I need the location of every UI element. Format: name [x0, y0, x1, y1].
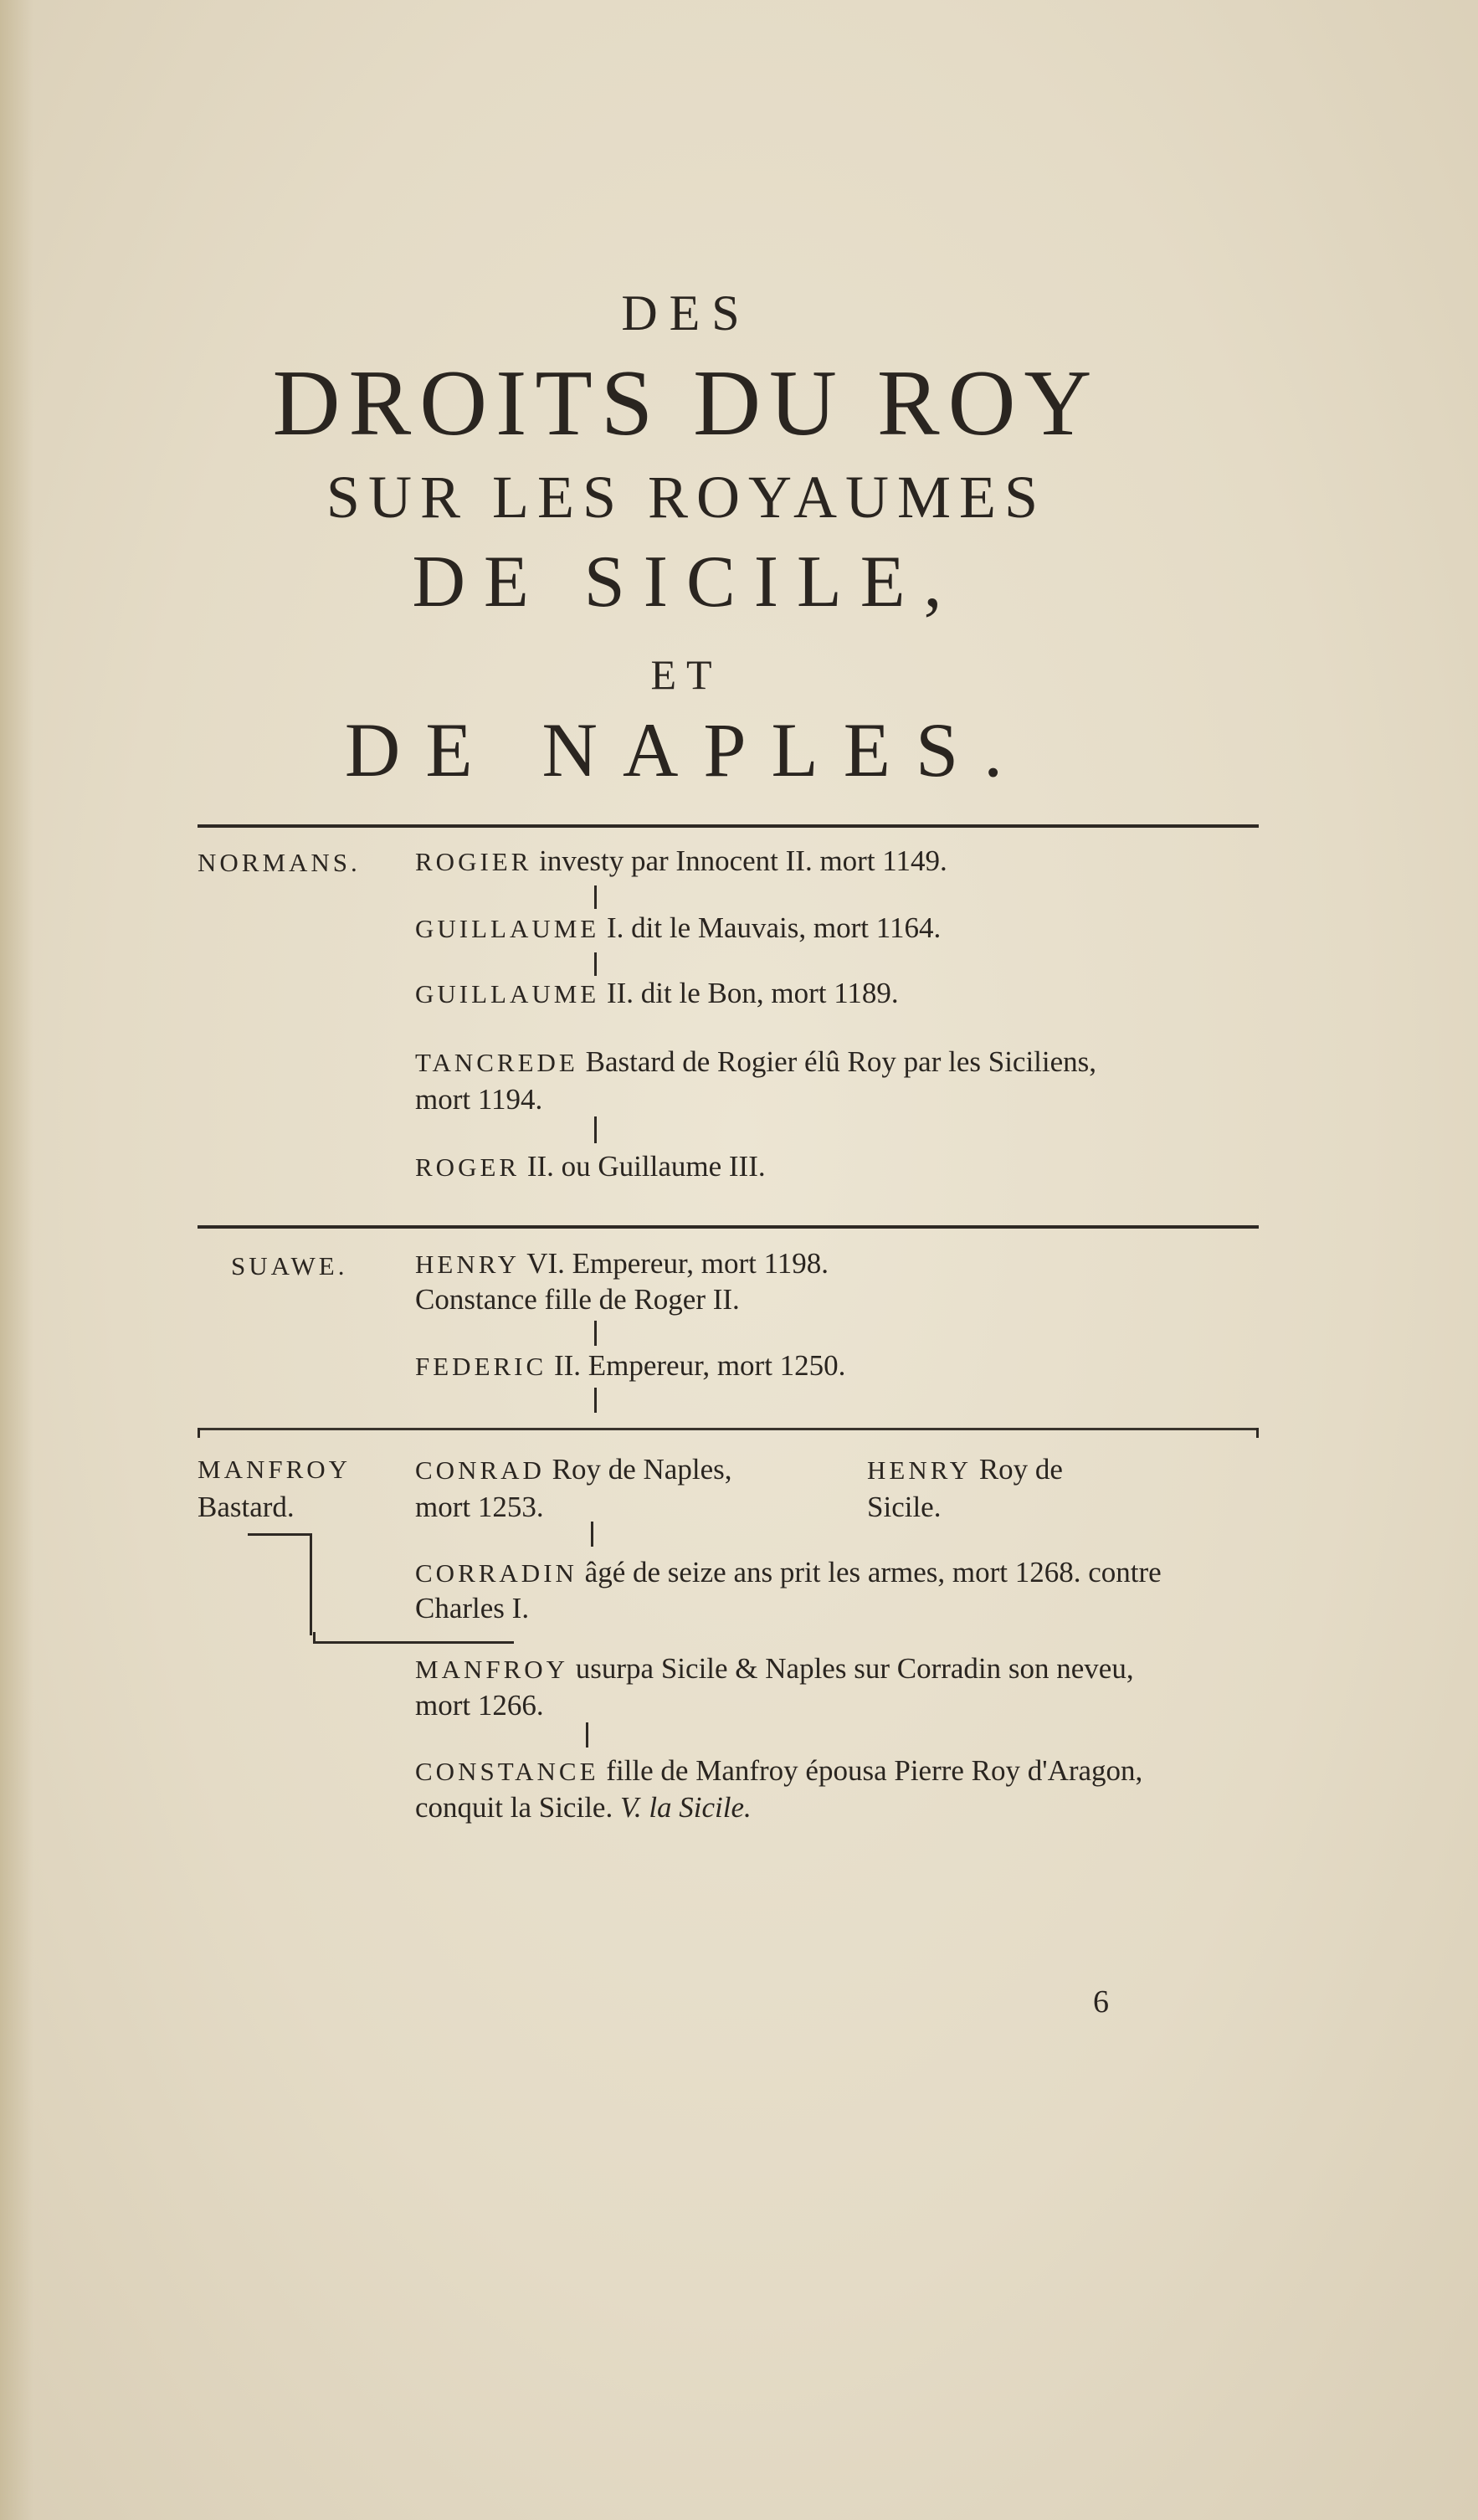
entry-text: II. ou Guillaume III.: [526, 1150, 766, 1183]
lineage-connector: [594, 1116, 597, 1143]
entry-name: HENRY: [415, 1250, 521, 1279]
title-line-2: DROITS DU ROY: [272, 352, 1101, 455]
bracket-connector: [248, 1533, 311, 1536]
section-label-suawe: SUAWE.: [231, 1251, 348, 1281]
entry-roger: [415, 1145, 766, 1189]
section-rule: [198, 824, 1259, 828]
branch-tick: [198, 1428, 200, 1438]
entry-name: HENRY: [867, 1455, 973, 1485]
lineage-connector: [594, 1388, 597, 1413]
entry-text: fille de Manfroy épousa Pierre Roy d'Aragon,: [606, 1754, 1143, 1787]
title-line-5: ET: [650, 651, 722, 698]
cross-reference: V. la Sicile.: [619, 1791, 752, 1824]
entry-name: TANCREDE: [415, 1048, 578, 1077]
entry-text: VI. Empereur, mort 1198.: [526, 1247, 829, 1280]
title-line-4: DE SICILE,: [412, 541, 961, 623]
lineage-connector: [586, 1722, 588, 1748]
entry-name: CONSTANCE: [415, 1757, 599, 1786]
entry-name: FEDERIC: [415, 1352, 547, 1381]
entry-constance-cont: [415, 1786, 752, 1830]
entry-name: ROGIER: [415, 847, 532, 876]
branch-tick: [1256, 1428, 1259, 1438]
entry-text: II. Empereur, mort 1250.: [553, 1349, 846, 1382]
entry-name: GUILLAUME: [415, 914, 600, 943]
entry-text: conquit la Sicile.: [415, 1791, 613, 1824]
entry-rogier: [415, 839, 947, 884]
entry-text: âgé de seize ans prit les armes, mort 1268. contre: [584, 1556, 1162, 1588]
entry-guillaume-2: [415, 972, 899, 1016]
entry-text: I. dit le Mauvais, mort 1164.: [607, 911, 942, 944]
bracket-connector: [313, 1641, 514, 1644]
entry-name: GUILLAUME: [415, 979, 600, 1009]
branch-rule: [198, 1428, 1259, 1430]
entry-text: usurpa Sicile & Naples sur Corradin son neveu,: [575, 1652, 1134, 1685]
entry-conrad-cont: mort 1253.: [415, 1491, 544, 1523]
lineage-connector: [594, 1321, 597, 1346]
entry-name: CORRADIN: [415, 1558, 577, 1588]
title-line-1: DES: [621, 285, 752, 341]
entry-name: MANFROY: [415, 1655, 569, 1684]
entry-henry-sicile-cont: Sicile.: [867, 1491, 942, 1523]
bracket-connector: [310, 1533, 312, 1635]
entry-text: II. dit le Bon, mort 1189.: [607, 977, 899, 1009]
section-label-normans: NORMANS.: [198, 848, 361, 877]
entry-manfroy-cont: mort 1266.: [415, 1689, 544, 1722]
entry-text: investy par Innocent II. mort 1149.: [539, 844, 947, 877]
entry-name: ROGER: [415, 1152, 521, 1182]
lineage-connector: [594, 885, 597, 909]
entry-text: Bastard de Rogier élû Roy par les Siciliens,: [585, 1045, 1097, 1078]
entry-constance-roger: Constance fille de Roger II.: [415, 1283, 740, 1316]
lineage-connector: [591, 1522, 593, 1547]
title-line-6: DE NAPLES.: [344, 707, 1029, 793]
entry-federic: [415, 1344, 845, 1388]
section-label-bastard: Bastard.: [198, 1491, 295, 1523]
entry-corradin-cont: Charles I.: [415, 1592, 530, 1624]
title-line-3: SUR LES ROYAUMES: [326, 464, 1047, 531]
entry-name: CONRAD: [415, 1455, 545, 1485]
section-rule: [198, 1225, 1259, 1229]
entry-text: Roy de: [978, 1453, 1063, 1486]
section-label-manfroy: MANFROY: [198, 1455, 352, 1484]
entry-guillaume-1: [415, 906, 941, 951]
entry-text: Roy de Naples,: [552, 1453, 732, 1486]
page-number: 6: [1093, 1984, 1109, 2020]
entry-tancrede-cont: mort 1194.: [415, 1083, 543, 1116]
